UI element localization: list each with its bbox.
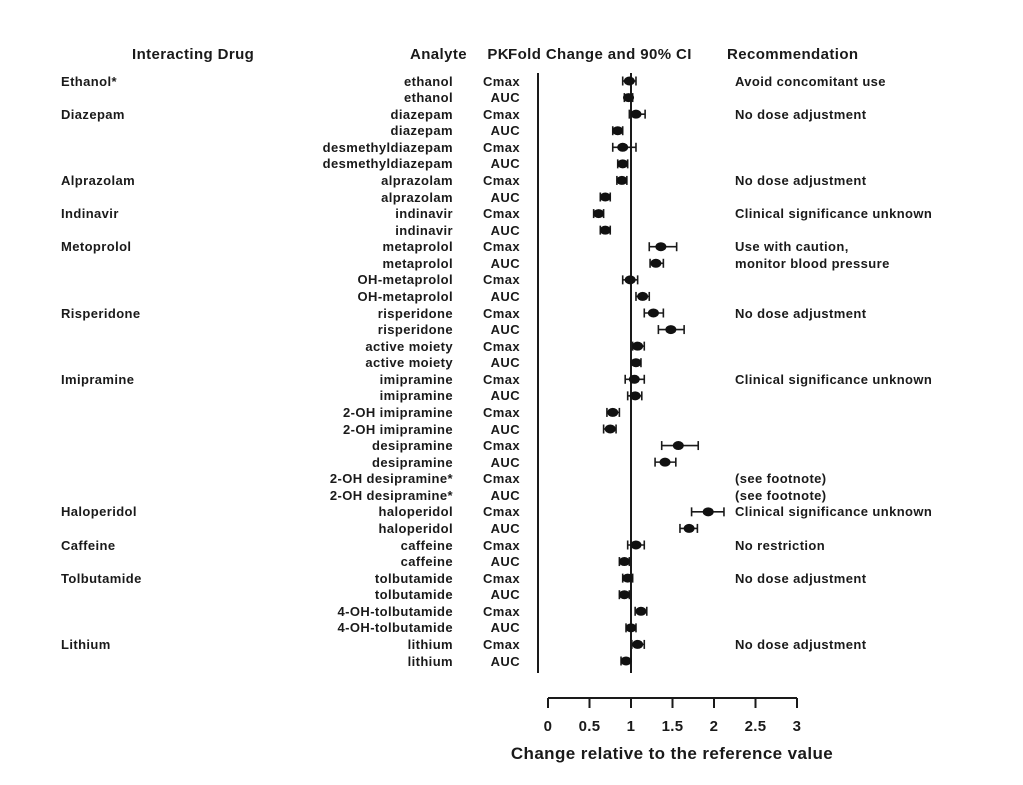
analyte-label: 2-OH imipramine	[342, 421, 453, 437]
pk-parameter-label: AUC	[490, 487, 520, 503]
drug-label: Caffeine	[61, 537, 116, 553]
analyte-label: diazepam	[390, 123, 453, 139]
recommendation-label: monitor blood pressure	[735, 255, 890, 271]
recommendation-label: No dose adjustment	[735, 172, 867, 188]
analyte-label: 2-OH desipramine*	[329, 471, 453, 487]
pk-parameter-label: Cmax	[482, 471, 520, 487]
point-marker	[625, 275, 636, 284]
forest-point-caffeine-auc	[619, 557, 630, 566]
pk-parameter-label: Cmax	[482, 570, 520, 586]
pk-parameter-label: AUC	[490, 123, 520, 139]
analyte-label: OH-metaprolol	[357, 272, 453, 288]
pk-parameter-label: AUC	[490, 454, 520, 470]
forest-point-alprazolam-auc	[600, 192, 611, 201]
recommendation-label: No dose adjustment	[735, 305, 867, 321]
forest-point-2-oh-imipramine-cmax	[607, 408, 619, 417]
point-marker	[624, 77, 635, 86]
point-marker	[632, 342, 643, 351]
pk-parameter-label: Cmax	[482, 404, 520, 420]
pk-parameter-label: Cmax	[482, 338, 520, 354]
analyte-label: ethanol	[403, 90, 453, 106]
point-marker	[619, 557, 630, 566]
point-marker	[617, 143, 628, 152]
point-marker	[605, 424, 616, 433]
point-marker	[684, 524, 695, 533]
forest-point-lithium-auc	[621, 656, 632, 665]
analyte-label: desmethyldiazepam	[322, 156, 453, 172]
pk-parameter-label: AUC	[490, 322, 520, 338]
forest-point-indinavir-cmax	[593, 209, 604, 218]
point-marker	[637, 292, 648, 301]
forest-point-tolbutamide-auc	[619, 590, 630, 599]
forest-point-risperidone-cmax	[644, 308, 663, 317]
pk-parameter-label: Cmax	[482, 239, 520, 255]
analyte-label: risperidone	[377, 305, 453, 321]
drug-label: Risperidone	[61, 305, 141, 321]
pk-parameter-label: Cmax	[482, 636, 520, 652]
forest-point-ethanol-cmax	[623, 77, 636, 86]
point-marker	[626, 623, 637, 632]
point-marker	[616, 176, 627, 185]
analyte-label: metaprolol	[382, 239, 453, 255]
pk-parameter-label: Cmax	[482, 272, 520, 288]
drug-label: Ethanol*	[61, 73, 117, 89]
forest-point-haloperidol-cmax	[692, 507, 724, 516]
point-marker	[660, 458, 671, 467]
forest-point-risperidone-auc	[658, 325, 684, 334]
forest-point-diazepam-cmax	[629, 110, 645, 119]
point-marker	[600, 192, 611, 201]
point-marker	[665, 325, 676, 334]
analyte-label: caffeine	[400, 554, 453, 570]
point-marker	[648, 308, 659, 317]
drug-label: Imipramine	[61, 371, 135, 387]
analyte-label: alprazolam	[381, 189, 453, 205]
point-marker	[673, 441, 684, 450]
pk-parameter-label: Cmax	[482, 537, 520, 553]
drug-label: Alprazolam	[61, 172, 136, 188]
x-axis-tick-label: 0.5	[578, 718, 601, 735]
analyte-label: tolbutamide	[374, 570, 453, 586]
point-marker	[622, 574, 633, 583]
analyte-label: active moiety	[365, 355, 453, 371]
drug-label: Diazepam	[61, 106, 125, 122]
point-marker	[630, 110, 641, 119]
recommendation-label: No restriction	[735, 537, 826, 553]
pk-parameter-label: AUC	[490, 554, 520, 570]
pk-parameter-label: AUC	[490, 587, 520, 603]
pk-parameter-label: Cmax	[482, 603, 520, 619]
pk-parameter-label: AUC	[490, 222, 520, 238]
forest-point-desipramine-cmax	[662, 441, 699, 450]
point-marker	[617, 159, 628, 168]
analyte-label: lithium	[407, 636, 453, 652]
forest-point-desmethyldiazepam-auc	[617, 159, 628, 168]
point-marker	[600, 226, 611, 235]
x-axis-label: Change relative to the reference value	[510, 744, 834, 763]
forest-point-lithium-cmax	[632, 640, 644, 649]
analyte-label: desipramine	[372, 454, 453, 470]
pk-parameter-label: Cmax	[482, 305, 520, 321]
analyte-label: ethanol	[403, 73, 453, 89]
pk-parameter-label: Cmax	[482, 106, 520, 122]
analyte-label: 2-OH desipramine*	[329, 487, 453, 503]
point-marker	[593, 209, 604, 218]
x-axis-tick-label: 1.5	[661, 718, 684, 735]
column-header-pk: PK	[487, 46, 509, 63]
x-axis-tick-label: 2.5	[744, 718, 767, 735]
point-marker	[650, 259, 661, 268]
point-marker	[635, 607, 646, 616]
pk-parameter-label: AUC	[490, 90, 520, 106]
recommendation-label: No dose adjustment	[735, 636, 867, 652]
analyte-label: OH-metaprolol	[357, 288, 453, 304]
analyte-label: alprazolam	[381, 172, 453, 188]
drug-label: Haloperidol	[61, 504, 137, 520]
pk-parameter-label: Cmax	[482, 438, 520, 454]
column-header-interacting-drug: Interacting Drug	[132, 46, 255, 63]
analyte-label: active moiety	[365, 338, 453, 354]
recommendation-label: No dose adjustment	[735, 570, 867, 586]
pk-parameter-label: AUC	[490, 653, 520, 669]
analyte-label: 2-OH imipramine	[342, 404, 453, 420]
pk-parameter-label: Cmax	[482, 73, 520, 89]
point-marker	[619, 590, 630, 599]
analyte-label: indinavir	[395, 222, 453, 238]
analyte-label: caffeine	[400, 537, 453, 553]
pk-parameter-label: Cmax	[482, 172, 520, 188]
forest-point-oh-metaprolol-cmax	[623, 275, 638, 284]
forest-point-caffeine-cmax	[628, 540, 645, 549]
pk-parameter-label: AUC	[490, 255, 520, 271]
pk-parameter-label: AUC	[490, 421, 520, 437]
analyte-label: risperidone	[377, 322, 453, 338]
pk-parameter-label: Cmax	[482, 504, 520, 520]
x-axis-tick-label: 2	[709, 718, 719, 735]
pk-parameter-label: AUC	[490, 189, 520, 205]
analyte-label: imipramine	[379, 371, 453, 387]
point-marker	[655, 242, 666, 251]
forest-point-ethanol-auc	[623, 93, 634, 102]
analyte-label: indinavir	[395, 206, 453, 222]
recommendation-label: No dose adjustment	[735, 106, 867, 122]
column-header-recommendation: Recommendation	[727, 46, 859, 63]
pk-parameter-label: AUC	[490, 620, 520, 636]
forest-point-4-oh-tolbutamide-auc	[626, 623, 637, 632]
forest-point-active-moiety-auc	[630, 358, 641, 367]
forest-point-imipramine-cmax	[625, 375, 644, 384]
x-axis-tick-label: 1	[626, 718, 636, 735]
analyte-label: lithium	[407, 653, 453, 669]
point-marker	[612, 126, 623, 135]
point-marker	[629, 375, 640, 384]
point-marker	[632, 640, 643, 649]
drug-label: Indinavir	[61, 206, 119, 222]
forest-point-4-oh-tolbutamide-cmax	[635, 607, 647, 616]
pk-parameter-label: AUC	[490, 156, 520, 172]
analyte-label: haloperidol	[378, 520, 453, 536]
recommendation-label: Clinical significance unknown	[735, 206, 933, 222]
point-marker	[630, 358, 641, 367]
x-axis-tick-label: 0	[543, 718, 553, 735]
column-header-analyte: Analyte	[410, 46, 467, 63]
recommendation-label: Use with caution,	[735, 239, 849, 255]
pk-parameter-label: Cmax	[482, 139, 520, 155]
analyte-label: metaprolol	[382, 255, 453, 271]
forest-point-metaprolol-auc	[650, 259, 663, 268]
point-marker	[703, 507, 714, 516]
forest-point-metaprolol-cmax	[649, 242, 676, 251]
pk-parameter-label: Cmax	[482, 371, 520, 387]
forest-point-2-oh-imipramine-auc	[604, 424, 616, 433]
forest-point-oh-metaprolol-auc	[636, 292, 649, 301]
drug-label: Tolbutamide	[61, 570, 142, 586]
analyte-label: desipramine	[372, 438, 453, 454]
analyte-label: tolbutamide	[374, 587, 453, 603]
analyte-label: diazepam	[390, 106, 453, 122]
point-marker	[630, 540, 641, 549]
pk-parameter-label: AUC	[490, 388, 520, 404]
recommendation-label: (see footnote)	[735, 471, 827, 487]
pk-parameter-label: AUC	[490, 355, 520, 371]
forest-point-tolbutamide-cmax	[622, 574, 633, 583]
forest-point-active-moiety-cmax	[632, 342, 644, 351]
recommendation-label: Avoid concomitant use	[735, 73, 886, 89]
forest-point-desipramine-auc	[655, 458, 676, 467]
drug-label: Lithium	[61, 636, 111, 652]
x-axis-tick-label: 3	[792, 718, 802, 735]
x-axis	[548, 698, 797, 708]
pk-parameter-label: Cmax	[482, 206, 520, 222]
recommendation-label: Clinical significance unknown	[735, 371, 933, 387]
analyte-label: 4-OH-tolbutamide	[337, 620, 453, 636]
analyte-label: imipramine	[379, 388, 453, 404]
analyte-label: haloperidol	[378, 504, 453, 520]
drug-label: Metoprolol	[61, 239, 132, 255]
pk-parameter-label: AUC	[490, 520, 520, 536]
column-header-fold-change: Fold Change and 90% CI	[508, 46, 692, 63]
analyte-label: 4-OH-tolbutamide	[337, 603, 453, 619]
forest-point-haloperidol-auc	[680, 524, 697, 533]
forest-point-alprazolam-cmax	[616, 176, 627, 185]
analyte-label: desmethyldiazepam	[322, 139, 453, 155]
forest-point-desmethyldiazepam-cmax	[613, 143, 636, 152]
pk-parameter-label: AUC	[490, 288, 520, 304]
recommendation-label: Clinical significance unknown	[735, 504, 933, 520]
point-marker	[623, 93, 634, 102]
point-marker	[621, 656, 632, 665]
forest-point-imipramine-auc	[628, 391, 642, 400]
forest-point-indinavir-auc	[600, 226, 611, 235]
point-marker	[607, 408, 618, 417]
point-marker	[630, 391, 641, 400]
recommendation-label: (see footnote)	[735, 487, 827, 503]
forest-point-diazepam-auc	[612, 126, 623, 135]
